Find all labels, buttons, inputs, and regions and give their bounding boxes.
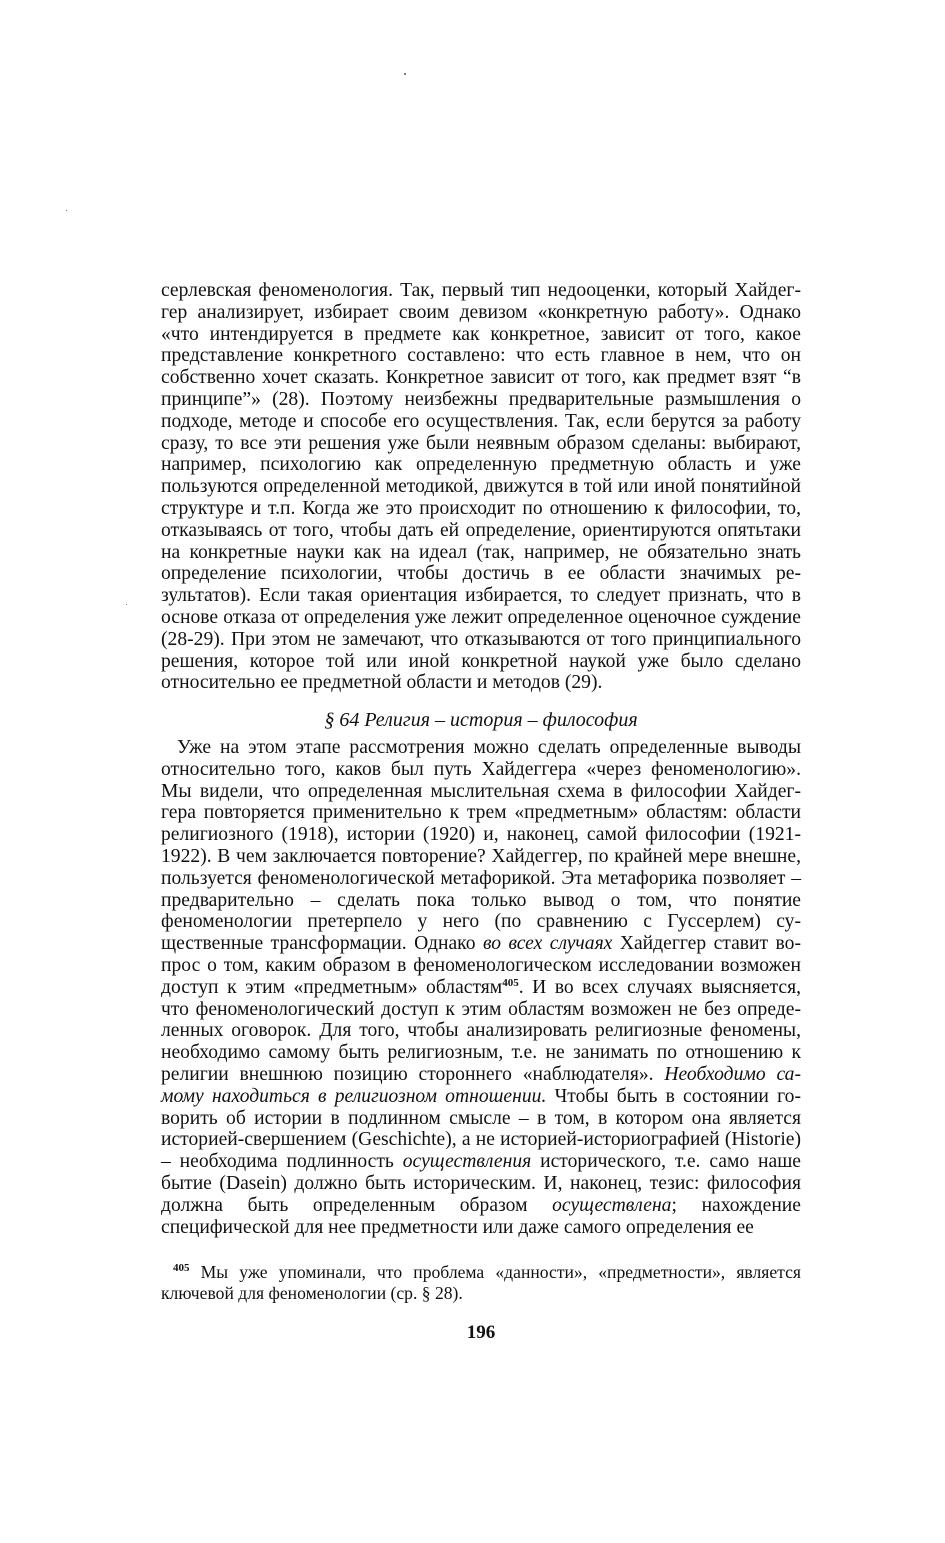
- emphasis-text: осуществлена: [552, 1194, 672, 1216]
- emphasis-text: Необходимо самому находиться в религиозном отношении.: [161, 1063, 801, 1107]
- paragraph-text: исторического, т.е. само наше бытие (Dasein) должно быть историческим. И, наконец, тезис: философия должна быть определенным образом: [161, 1151, 802, 1216]
- paragraph-text: Уже на этом этапе рассмотрения можно сделать определенные выводы относительно того, каков был путь Хайдеггера «через феноменологию». Мы видели, что определенная мыслительная схема в философии Хайдеггера повторяется применительно к трем «предметным» областям: области религиозного (1918), истории (1920) и, наконец, самой философии (19211922). В чем заключается повторение? Хайдеггер, по крайней мере внешне, пользуется феноменологической метафорикой. Эта метафорика позволяет – предварительно – сделать пока только вывод о том, что понятие феноменологии претерпело у него (по сравнению с Гуссерлем) существенные трансформации. Однако: [161, 737, 801, 955]
- scan-speck: [66, 210, 67, 211]
- paragraph-text: ; нахождение специфической для нее предметности или даже самого определения ее: [161, 1194, 801, 1238]
- scan-speck: [126, 604, 127, 605]
- emphasis-text: во всех случаях: [482, 933, 613, 955]
- scan-speck: [404, 73, 406, 75]
- page-number: 196: [466, 1322, 496, 1343]
- footnote-reference: 405: [502, 976, 519, 989]
- footnote: [161, 1262, 801, 1303]
- paragraph-text: Хайдеггер ставит вопрос о том, каким образом в феноменологическом исследовании возможен доступ к этим «предметным» областям: [161, 933, 801, 998]
- footnote-number: 405: [173, 1262, 190, 1274]
- continued-paragraph: серлевская феноменология. Так, первый тип недооценки, который Хайдеггер анализирует, избирает своим девизом «конкретную работу». Однако «что интендируется в предмете как конкретное, зависит от того, какое представление конкретного составлено: что есть главное в нем, что он собственно хочет сказать. Конкретное зависит от того, как предмет взят “в принципе”» (28). Поэтому неизбежны предварительные размышления о подходе, методе и способе его осуществления. Так, если берутся за работу сразу, то все эти решения уже были неявным образом сделаны: выбирают, например, психологию как определенную предметную область и уже пользуются определенной методикой, движутся в той или иной понятийной структуре и т.п. Когда же это происходит по отношению к философии, то, отказываясь от того, чтобы дать ей определение, ориентируются опятьтаки на конкретные науки как на идеал (так, например, не обязательно знать определение психологии, чтобы достичь в ее области значимых результатов). Если такая ориентация избирается, то следует признать, что в основе отказа от определения уже лежит определенное оценочное суждение (28-29). При этом не замечают, что отказываются от того принципиального решения, которое той или иной конкретной наукой уже было сделано относительно ее предметной области и методов (29).: [161, 280, 801, 694]
- paragraph-text: Чтобы быть в состоянии говорить об истории в подлинном смысле – в том, в котором она является историей-свершением (Geschichte), а не историей-историографией (Historie) – необходима подлинность: [161, 1085, 802, 1173]
- footnote-text: Мы уже упоминали, что проблема «данности», «предметности», является ключевой для феноменологии (ср. § 28).: [161, 1262, 801, 1303]
- paragraph-text: . И во всех случаях выясняется, что феноменологический доступ к этим областям возможен не без определенных оговорок. Для того, чтобы анализировать религиозные феномены, необходимо самому быть религиозным, т.е. не занимать по отношению к религии внешнюю позицию стороннего «наблюдателя».: [161, 976, 801, 1085]
- section-paragraph: [161, 737, 801, 1238]
- section-heading: § 64 Религия – история – философия: [324, 709, 638, 731]
- emphasis-text: осуществления: [402, 1151, 532, 1173]
